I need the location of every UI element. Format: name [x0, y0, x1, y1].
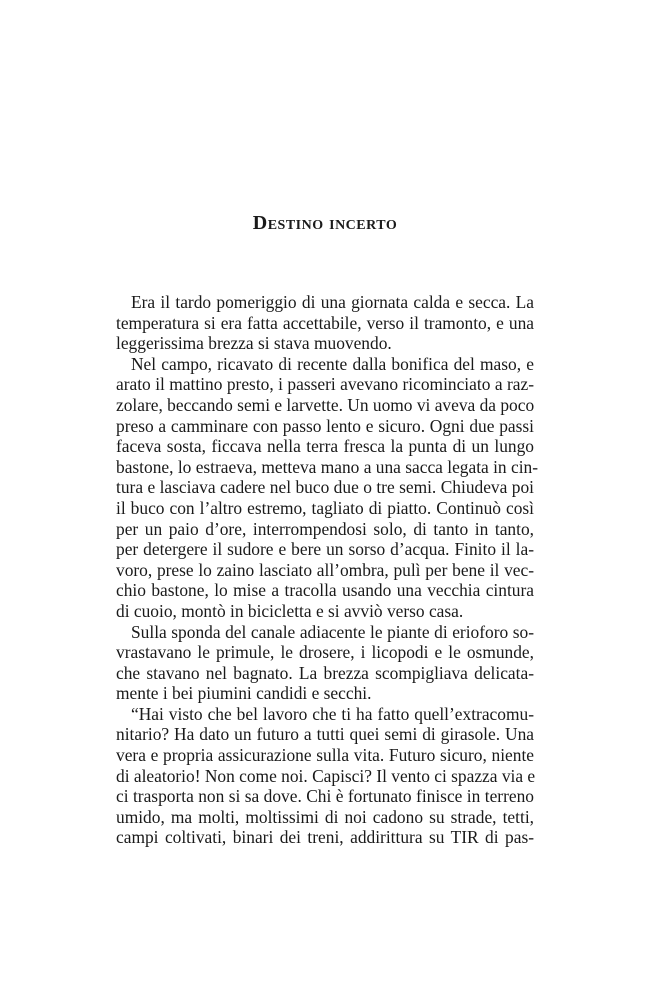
text-line: leggerissima brezza si stava muovendo. [116, 333, 392, 354]
text-line: ci trasporta non si sa dove. Chi è fortunato finisce in terreno [116, 786, 534, 807]
text-line: faceva sosta, ficcava nella terra fresca la punta di un lungo [116, 436, 534, 457]
text-line: tura e lasciava cadere nel buco due o tre semi. Chiudeva poi [116, 477, 534, 498]
text-line: per detergere il sudore e bere un sorso d’acqua. Finito il la- [116, 539, 534, 560]
chapter-body [116, 292, 539, 848]
text-line: umido, ma molti, moltissimi di noi cadono su strade, tetti, [116, 806, 534, 827]
text-line: Sulla sponda del canale adiacente le piante di erioforo so- [131, 621, 534, 642]
text-line: mente i bei piumini candidi e secchi. [116, 683, 372, 704]
text-line: zolare, beccando semi e larvette. Un uomo vi aveva da poco [116, 394, 535, 415]
text-line: chio bastone, lo mise a tracolla usando una vecchia cintura [116, 580, 534, 601]
text-line: temperatura si era fatta accettabile, verso il tramonto, e una [116, 312, 534, 333]
text-line: preso a camminare con passo lento e sicuro. Ogni due passi [116, 415, 534, 436]
chapter-title: Destino incerto [252, 212, 398, 234]
text-line: per un paio d’ore, interrompendosi solo, di tanto in tanto, [116, 518, 534, 539]
text-line: il buco con l’altro estremo, tagliato di piatto. Continuò così [116, 497, 534, 518]
text-line: “Hai visto che bel lavoro che ti ha fatto quell’extracomu- [131, 703, 534, 724]
text-line: bastone, lo estraeva, metteva mano a una sacca legata in cin- [116, 456, 539, 477]
text-line: vrastavano le primule, le drosere, i licopodi e le osmunde, [116, 642, 534, 663]
text-line: di cuoio, montò in bicicletta e si avviò verso casa. [116, 600, 464, 621]
text-line: campi coltivati, binari dei treni, addirittura su TIR di pas- [116, 827, 534, 848]
text-line: nitario? Ha dato un futuro a tutti quei semi di girasole. Una [116, 724, 534, 745]
text-line: voro, prese lo zaino lasciato all’ombra, pulì per bene il vec- [116, 559, 534, 580]
text-line: Nel campo, ricavato di recente dalla bonifica del maso, e [131, 353, 534, 374]
text-line: che stavano nel bagnato. La brezza scompigliava delicata- [116, 662, 534, 683]
text-line: di aleatorio! Non come noi. Capisci? Il vento ci spazza via e [116, 765, 536, 786]
text-line: arato il mattino presto, i passeri avevano ricominciato a raz- [116, 374, 534, 395]
text-line: Era il tardo pomeriggio di una giornata calda e secca. La [131, 292, 534, 312]
text-line: vera e propria assicurazione sulla vita. Futuro sicuro, niente [116, 745, 534, 766]
